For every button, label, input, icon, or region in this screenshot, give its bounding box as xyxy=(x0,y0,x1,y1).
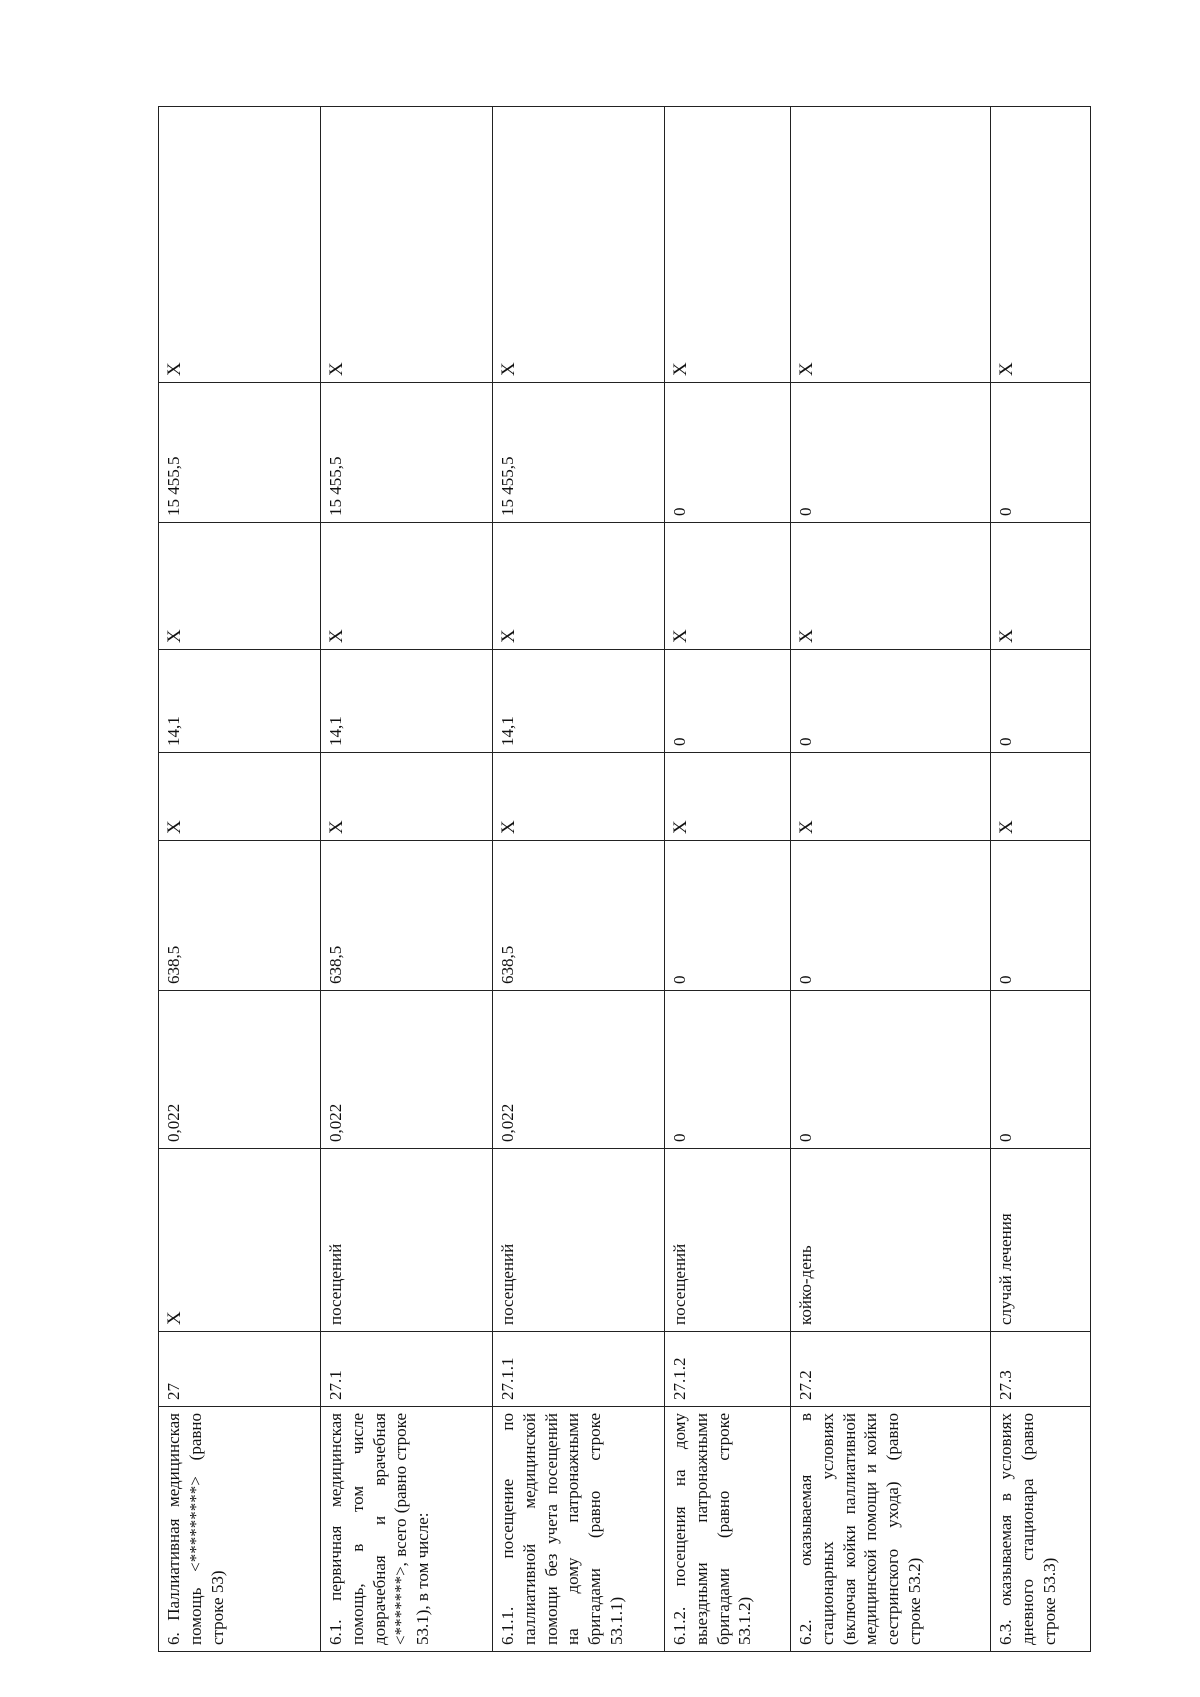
value-cell: X xyxy=(791,107,991,383)
value-cell: 0 xyxy=(991,841,1091,991)
unit-cell: посещений xyxy=(321,1149,493,1332)
value-cell: 0,022 xyxy=(321,991,493,1149)
value-cell: 0 xyxy=(791,991,991,1149)
value-cell: 0 xyxy=(665,991,791,1149)
value-cell: X xyxy=(665,753,791,841)
row-code-cell: 27.2 xyxy=(791,1332,991,1407)
value-cell: X xyxy=(159,753,321,841)
row-code-cell: 27.1.2 xyxy=(665,1332,791,1407)
value-cell: 0 xyxy=(991,383,1091,523)
table-row xyxy=(991,107,1091,1652)
table-row xyxy=(159,107,321,1652)
value-cell: 0,022 xyxy=(493,991,665,1149)
table-row xyxy=(791,107,991,1652)
value-cell: 14,1 xyxy=(493,650,665,753)
value-cell: 0 xyxy=(991,650,1091,753)
row-code-cell: 27 xyxy=(159,1332,321,1407)
row-name-cell: 6.2. оказываемая в стационарных условиях (включая койки паллиативной медицинской помощи и койки сестринского ухода) (равно строке 53.2) xyxy=(791,1407,991,1652)
value-cell: X xyxy=(665,523,791,650)
row-code-cell: 27.3 xyxy=(991,1332,1091,1407)
value-cell: 14,1 xyxy=(321,650,493,753)
value-cell: 14,1 xyxy=(159,650,321,753)
row-code-cell: 27.1 xyxy=(321,1332,493,1407)
row-code-cell: 27.1.1 xyxy=(493,1332,665,1407)
unit-cell: случай лечения xyxy=(991,1149,1091,1332)
unit-cell: койко-день xyxy=(791,1149,991,1332)
unit-cell: X xyxy=(159,1149,321,1332)
row-name-cell: 6.1. первичная медицинская помощь, в том числе доврачебная и врачебная <*******>, всего (равно строке 53.1), в том числе: xyxy=(321,1407,493,1652)
value-cell: 0 xyxy=(665,650,791,753)
table-row xyxy=(493,107,665,1652)
value-cell: X xyxy=(991,753,1091,841)
value-cell: X xyxy=(791,753,991,841)
row-name-cell: 6.3. оказываемая в условиях дневного стационара (равно строке 53.3) xyxy=(991,1407,1091,1652)
value-cell: X xyxy=(321,523,493,650)
row-name-cell: 6. Паллиативная медицинская помощь <*********> (равно строке 53) xyxy=(159,1407,321,1652)
value-cell: 0 xyxy=(665,841,791,991)
palliative-care-table xyxy=(158,106,1091,1652)
table-row xyxy=(665,107,791,1652)
value-cell: X xyxy=(493,107,665,383)
value-cell: X xyxy=(321,107,493,383)
value-cell: 638,5 xyxy=(493,841,665,991)
value-cell: 15 455,5 xyxy=(493,383,665,523)
value-cell: 638,5 xyxy=(159,841,321,991)
value-cell: X xyxy=(791,523,991,650)
row-name-cell: 6.1.1. посещение по паллиативной медицинской помощи без учета посещений на дому патронажными бригадами (равно строке 53.1.1) xyxy=(493,1407,665,1652)
value-cell: X xyxy=(493,523,665,650)
value-cell: 0 xyxy=(791,841,991,991)
value-cell: X xyxy=(991,523,1091,650)
value-cell: 0 xyxy=(665,383,791,523)
value-cell: 0 xyxy=(791,383,991,523)
value-cell: 0 xyxy=(791,650,991,753)
value-cell: 0,022 xyxy=(159,991,321,1149)
table-row xyxy=(321,107,493,1652)
value-cell: 15 455,5 xyxy=(159,383,321,523)
value-cell: 638,5 xyxy=(321,841,493,991)
value-cell: X xyxy=(493,753,665,841)
rotated-table-container xyxy=(158,107,1059,1652)
value-cell: X xyxy=(991,107,1091,383)
value-cell: 0 xyxy=(991,991,1091,1149)
value-cell: X xyxy=(321,753,493,841)
unit-cell: посещений xyxy=(665,1149,791,1332)
value-cell: X xyxy=(159,107,321,383)
value-cell: X xyxy=(159,523,321,650)
unit-cell: посещений xyxy=(493,1149,665,1332)
value-cell: X xyxy=(665,107,791,383)
row-name-cell: 6.1.2. посещения на дому выездными патронажными бригадами (равно строке 53.1.2) xyxy=(665,1407,791,1652)
value-cell: 15 455,5 xyxy=(321,383,493,523)
